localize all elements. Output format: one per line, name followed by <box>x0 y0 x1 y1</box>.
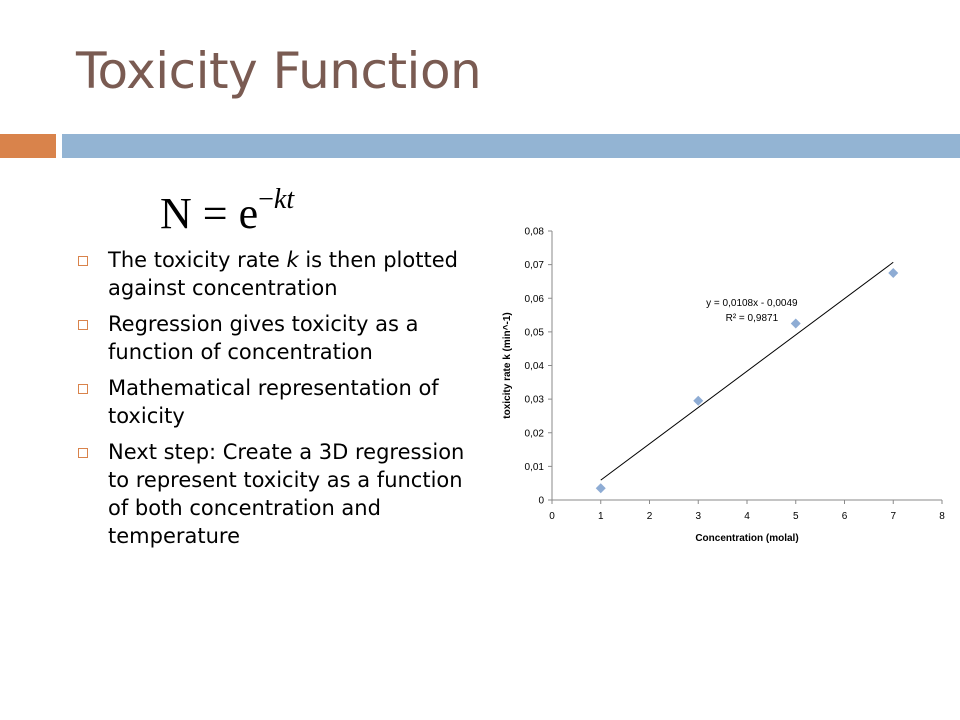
data-point <box>791 318 801 328</box>
x-tick-label: 3 <box>695 511 702 522</box>
title-accent-bar-orange <box>0 134 56 158</box>
bullet-text: Regression gives toxicity as a function of concentration <box>108 312 419 364</box>
trendline-r-squared: R² = 0,9871 <box>725 312 779 324</box>
y-tick-label: 0,02 <box>524 428 544 440</box>
x-tick-label: 0 <box>549 511 555 522</box>
y-tick-label: 0,07 <box>524 260 544 272</box>
title-accent-bar-blue <box>62 134 960 158</box>
x-tick-label: 6 <box>841 511 848 522</box>
x-tick-label: 1 <box>597 511 604 522</box>
bullet-item <box>76 310 466 366</box>
y-tick-label: 0 <box>538 495 544 507</box>
bullet-text: Mathematical representation of toxicity <box>108 376 439 428</box>
data-point <box>596 483 606 493</box>
data-point <box>888 268 898 278</box>
formula-exponent <box>258 184 294 215</box>
bullet-item <box>76 374 466 430</box>
y-tick-label: 0,08 <box>524 226 544 238</box>
x-tick-label: 5 <box>792 511 799 522</box>
trendline-equation: y = 0,0108x - 0,0049 <box>706 297 798 309</box>
x-tick-label: 8 <box>939 511 945 522</box>
bullet-square-icon <box>78 384 88 394</box>
x-axis-title: Concentration (molal) <box>695 533 799 544</box>
y-tick-label: 0,01 <box>524 461 544 473</box>
bullet-square-icon <box>78 320 88 330</box>
y-tick-label: 0,06 <box>524 293 544 305</box>
bullet-text-tail: is then plotted against concentration <box>108 248 458 300</box>
bullet-square-icon <box>78 256 88 266</box>
formula-exponent-minus: − <box>258 184 274 215</box>
slide-title: Toxicity Function <box>76 42 482 100</box>
x-tick-label: 2 <box>646 511 653 522</box>
bullet-square-icon <box>78 448 88 458</box>
bullet-text: The toxicity rate <box>108 248 287 272</box>
bullet-emphasis: k <box>286 248 299 272</box>
trendline <box>601 262 894 480</box>
bullet-text: Next step: Create a 3D regression to represent toxicity as a function of both concentration and temperature <box>108 440 465 548</box>
bullet-item <box>76 438 466 550</box>
y-axis-title: toxicity rate k (min^-1) <box>502 312 513 419</box>
formula-exponent-vars: kt <box>273 184 295 215</box>
chart-canvas <box>478 214 950 560</box>
bullet-item <box>76 246 466 302</box>
y-tick-label: 0,04 <box>524 361 544 372</box>
scatter-chart <box>478 214 950 560</box>
x-tick-label: 4 <box>744 511 750 522</box>
y-tick-label: 0,05 <box>524 327 544 339</box>
bullet-list <box>76 246 466 558</box>
formula-base: N = e <box>160 189 259 238</box>
exponential-formula <box>160 186 294 236</box>
x-tick-label: 7 <box>890 511 897 522</box>
y-tick-label: 0,03 <box>524 394 544 406</box>
